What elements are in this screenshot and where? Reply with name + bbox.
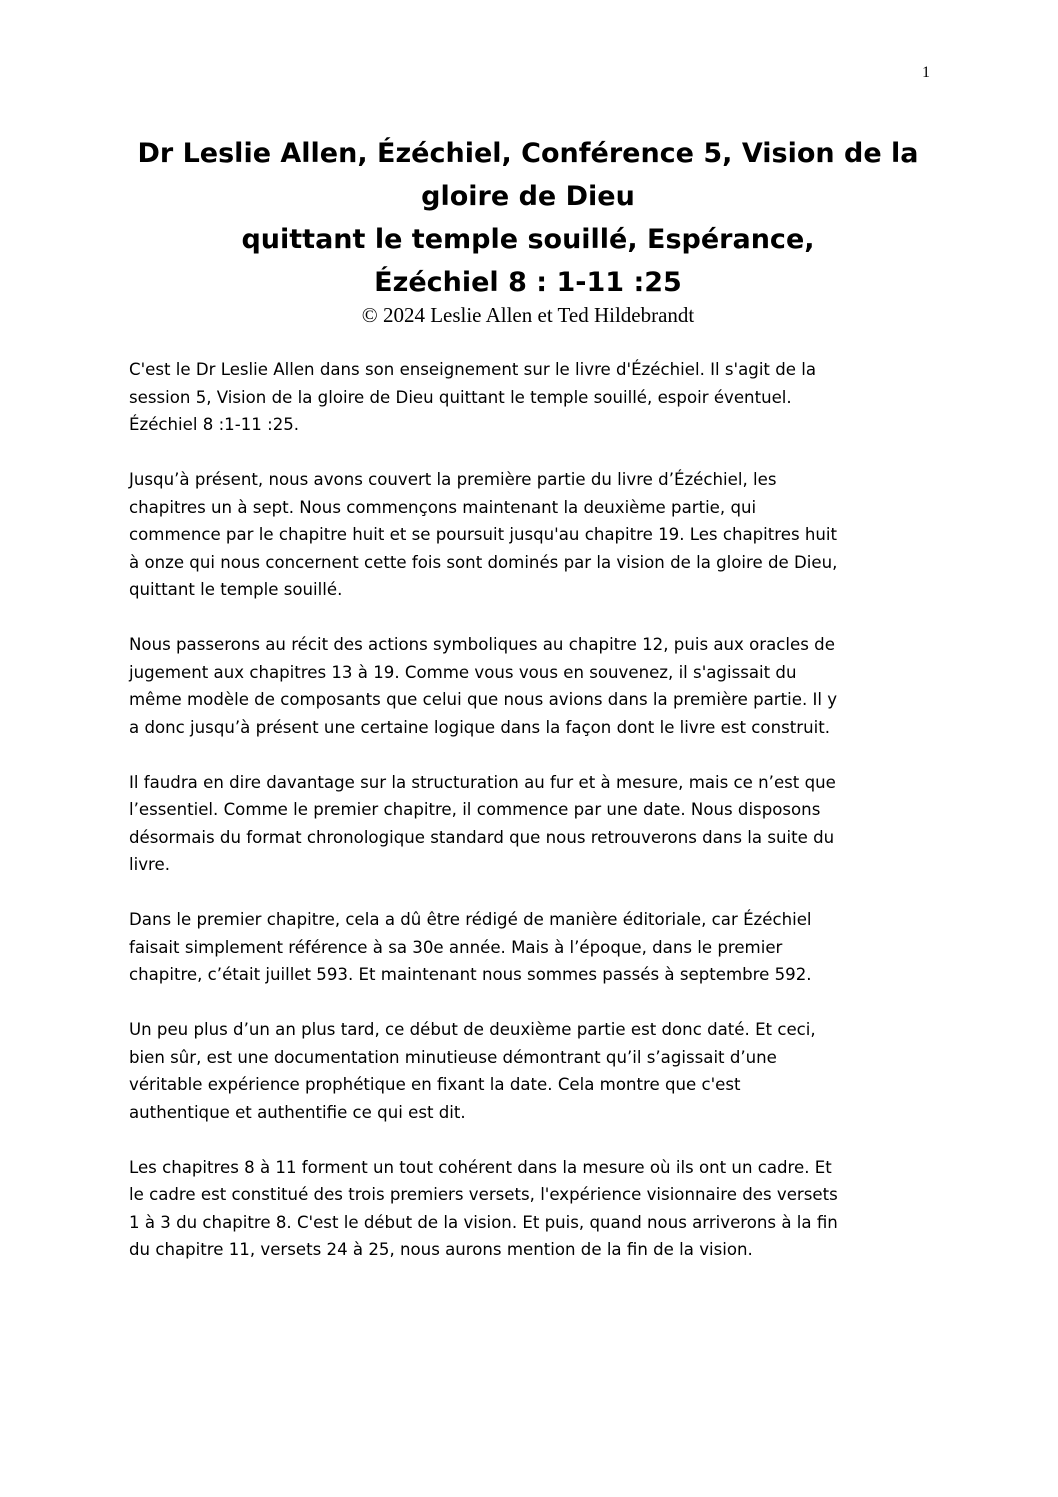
- paragraph: [129, 466, 929, 604]
- text-line: livre.: [129, 855, 170, 874]
- text-line: Jusqu’à présent, nous avons couvert la première partie du livre d’Ézéchiel, les: [129, 470, 777, 489]
- text-line: faisait simplement référence à sa 30e année. Mais à l’époque, dans le premier: [129, 937, 783, 957]
- paragraph: [129, 1154, 929, 1264]
- text-line: C'est le Dr Leslie Allen dans son enseignement sur le livre d'Ézéchiel. Il s'agit de la: [129, 360, 817, 379]
- paragraph: [129, 631, 929, 741]
- text-line: Les chapitres 8 à 11 forment un tout cohérent dans la mesure où ils ont un cadre. Et: [129, 1157, 832, 1177]
- text-line: Un peu plus d’un an plus tard, ce début de deuxième partie est donc daté. Et ceci,: [129, 1020, 816, 1039]
- paragraph: [129, 769, 929, 879]
- text-line: chapitres un à sept. Nous commençons maintenant la deuxième partie, qui: [129, 497, 757, 517]
- text-line: même modèle de composants que celui que nous avions dans la première partie. Il y: [129, 690, 838, 709]
- text-line: authentique et authentifie ce qui est dit.: [129, 1102, 466, 1122]
- text-line: session 5, Vision de la gloire de Dieu quittant le temple souillé, espoir éventuel.: [129, 387, 792, 407]
- text-line: chapitre, c’était juillet 593. Et maintenant nous sommes passés à septembre 592.: [129, 965, 812, 984]
- document-body: [129, 356, 929, 1291]
- text-line: quittant le temple souillé.: [129, 580, 343, 599]
- copyright-notice: © 2024 Leslie Allen et Ted Hildebrandt: [361, 303, 695, 327]
- title-line: Dr Leslie Allen, Ézéchiel, Conférence 5, Vision de la: [137, 138, 919, 169]
- page-number: 1: [922, 64, 930, 81]
- text-line: le cadre est constitué des trois premiers versets, l'expérience visionnaire des versets: [129, 1185, 838, 1204]
- text-line: Il faudra en dire davantage sur la structuration au fur et à mesure, mais ce n’est que: [129, 772, 836, 792]
- text-line: jugement aux chapitres 13 à 19. Comme vous vous en souvenez, il s'agissait du: [129, 662, 797, 682]
- text-line: 1 à 3 du chapitre 8. C'est le début de la vision. Et puis, quand nous arriverons à la fin: [129, 1212, 838, 1232]
- text-line: commence par le chapitre huit et se poursuit jusqu'au chapitre 19. Les chapitres huit: [129, 525, 838, 544]
- title-line: quittant le temple souillé, Espérance,: [241, 224, 815, 255]
- title-line: gloire de Dieu: [421, 181, 635, 212]
- title-line: Ézéchiel 8 : 1-11 :25: [374, 267, 682, 298]
- paragraph: [129, 356, 929, 439]
- text-line: bien sûr, est une documentation minutieuse démontrant qu’il s’agissait d’une: [129, 1047, 777, 1067]
- text-line: a donc jusqu’à présent une certaine logique dans la façon dont le livre est construit.: [129, 717, 830, 737]
- paragraph: [129, 906, 929, 989]
- text-line: Nous passerons au récit des actions symboliques au chapitre 12, puis aux oracles de: [129, 635, 835, 654]
- text-line: Ézéchiel 8 :1-11 :25.: [129, 415, 300, 434]
- text-line: du chapitre 11, versets 24 à 25, nous aurons mention de la fin de la vision.: [129, 1240, 753, 1259]
- text-line: véritable expérience prophétique en fixant la date. Cela montre que c'est: [129, 1075, 741, 1094]
- text-line: Dans le premier chapitre, cela a dû être rédigé de manière éditoriale, car Ézéchiel: [129, 910, 812, 929]
- paragraph: [129, 1016, 929, 1126]
- document-title: [128, 132, 928, 304]
- text-line: désormais du format chronologique standard que nous retrouverons dans la suite du: [129, 827, 835, 847]
- text-line: l’essentiel. Comme le premier chapitre, il commence par une date. Nous disposons: [129, 800, 821, 819]
- text-line: à onze qui nous concernent cette fois sont dominés par la vision de la gloire de Dieu,: [129, 552, 838, 572]
